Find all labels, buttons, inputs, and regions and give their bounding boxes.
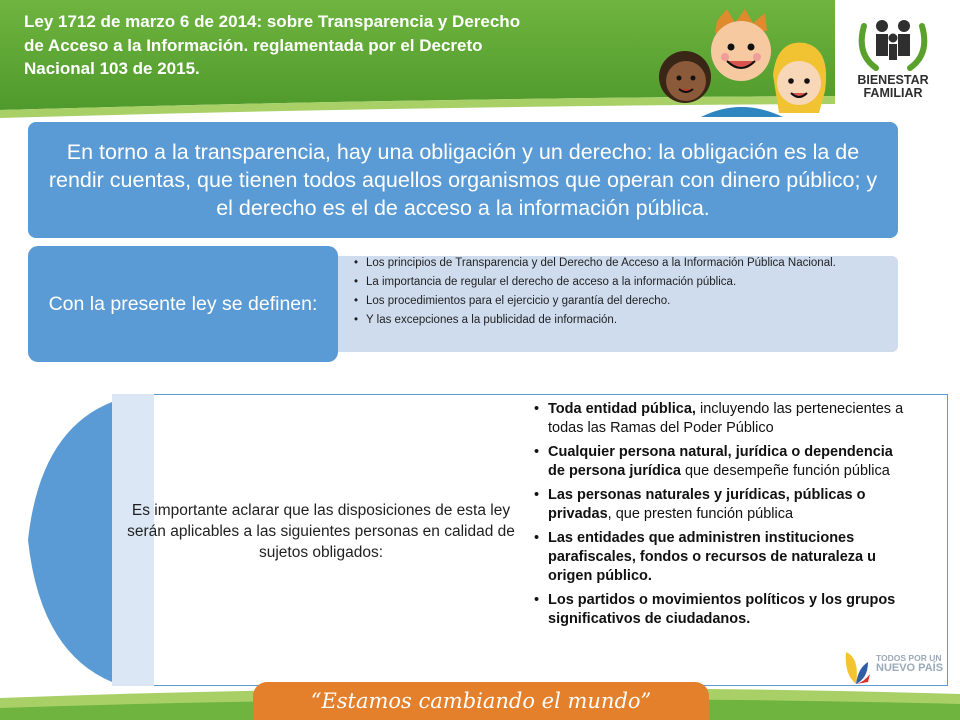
list-item: • Las entidades que administren instituciones parafiscales, fondos o recursos de naturaleza u origen público.	[532, 529, 912, 586]
list-item: • Los partidos o movimientos políticos y los grupos significativos de ciudadanos.	[532, 591, 912, 629]
definitions-list	[354, 256, 894, 332]
list-item: • La importancia de regular el derecho de acceso a la información pública.	[354, 275, 894, 289]
list-item: • Toda entidad pública, incluyendo las pertenecientes a todas las Ramas del Poder Público	[532, 400, 912, 438]
children-illustration	[655, 5, 830, 117]
colombia-flag-icon	[838, 648, 872, 688]
logo-line-1: BIENESTAR	[857, 73, 929, 87]
slogan-banner: “Estamos cambiando el mundo”	[253, 682, 709, 720]
logo-line-2: FAMILIAR	[863, 86, 923, 100]
bienestar-familiar-logo	[842, 14, 944, 110]
transparency-statement-text: En torno a la transparencia, hay una obligación y un derecho: la obligación es la de rendir cuentas, que tienen todos aquellos organismos que operan con dinero público; y el derecho es el de acceso a la información pública.	[48, 140, 878, 220]
list-item: • Los procedimientos para el ejercicio y garantía del derecho.	[354, 294, 894, 308]
logo-text	[842, 74, 944, 100]
definitions-label-box	[28, 246, 338, 362]
transparency-statement-box	[28, 122, 898, 238]
header-banner	[0, 0, 960, 118]
definitions-label: Con la presente ley se definen:	[48, 293, 318, 315]
government-slogan-line-2: NUEVO PAÍS	[876, 661, 944, 674]
list-item: • Los principios de Transparencia y del Derecho de Acceso a la Información Pública Nacional.	[354, 256, 894, 270]
obligated-subjects-label: Es importante aclarar que las disposiciones de esta ley serán aplicables a las siguientes personas en calidad de sujetos obligados:	[127, 502, 515, 561]
list-item: • Y las excepciones a la publicidad de información.	[354, 313, 894, 327]
family-icon	[842, 14, 944, 72]
page-title: Ley 1712 de marzo 6 de 2014: sobre Transparencia y Derecho de Acceso a la Información. reglamentada por el Decreto Nacional 103 de 2015.	[24, 12, 521, 78]
government-slogan	[876, 654, 943, 673]
list-item: • Cualquier persona natural, jurídica o dependencia de persona jurídica que desempeñe función pública	[532, 443, 912, 481]
government-slogan-line-1: TODOS POR UN	[876, 653, 942, 663]
list-item: • Las personas naturales y jurídicas, públicas o privadas, que presten función pública	[532, 486, 912, 524]
government-logo	[838, 648, 958, 688]
obligated-subjects-list	[532, 400, 912, 634]
